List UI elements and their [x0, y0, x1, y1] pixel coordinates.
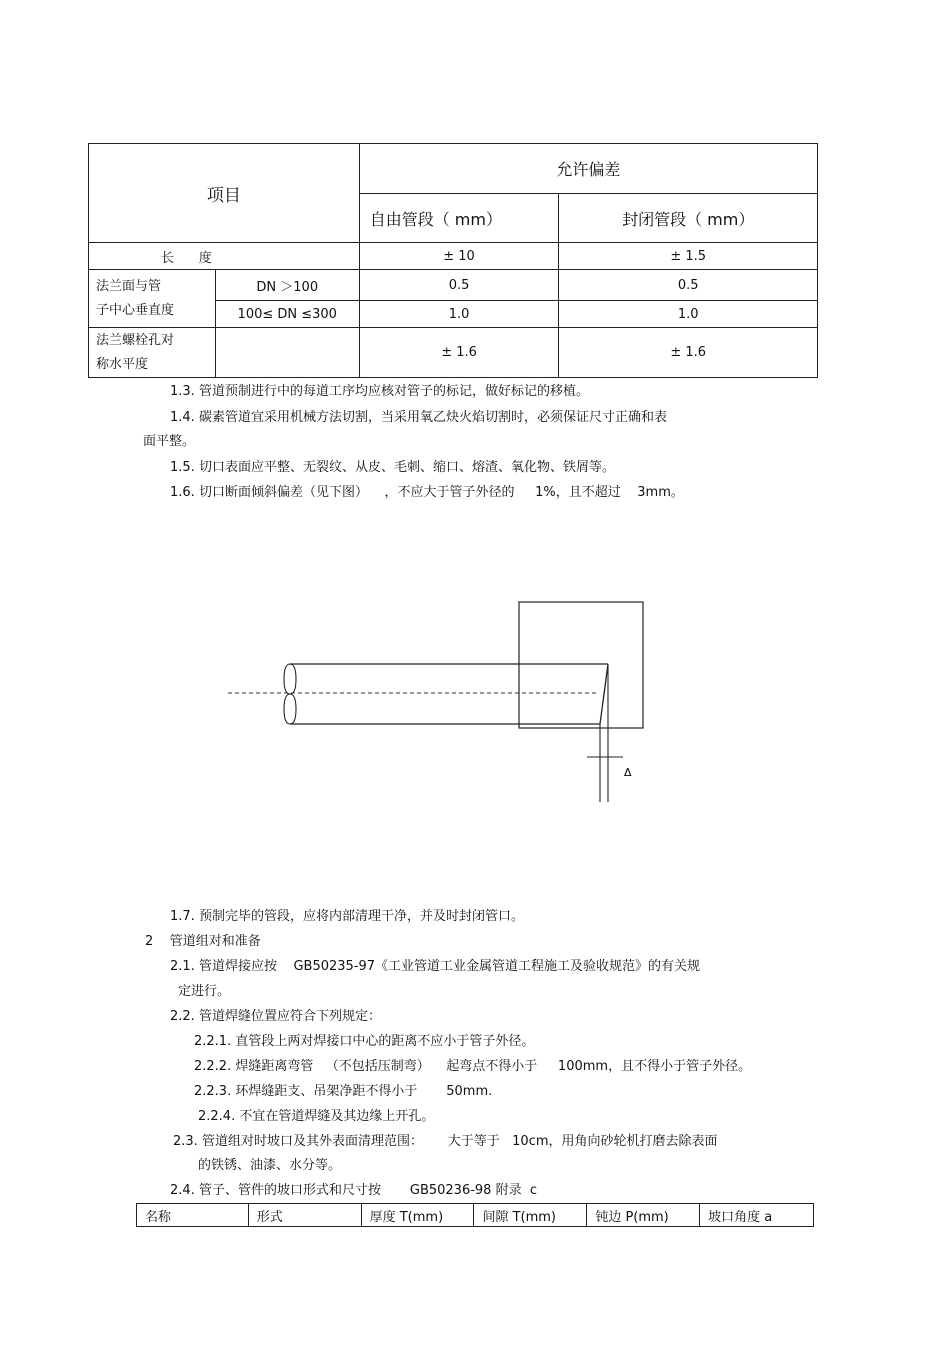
- bolt-hole-label-line2: 称水平度: [96, 356, 149, 372]
- bolt-hole-label-line1: 法兰螺栓孔对: [96, 332, 175, 348]
- para-1-7: 1.7. 预制完毕的管段，应将内部清理干净，并及时封闭管口。: [170, 909, 524, 924]
- para-2-4: 2.4. 管子、管件的坡口形式和尺寸按 GB50236-98 附录 c: [170, 1183, 537, 1198]
- pipe-end-upper: [284, 664, 296, 694]
- perp-closed-value-2: 1.0: [559, 301, 818, 328]
- length-free-value: ± 10: [359, 243, 559, 270]
- perpendicularity-label-line1: 法兰面与管: [96, 278, 162, 294]
- para-2-2-3: 2.2.3. 环焊缝距支、吊架净距不得小于 50mm.: [194, 1084, 493, 1099]
- section-2-heading: 2 管道组对和准备: [145, 934, 261, 949]
- dn-condition-1: DN ＞100: [215, 270, 359, 301]
- para-1-5: 1.5. 切口表面应平整、无裂纹、从皮、毛刺、缩口、熔渣、氧化物、铁屑等。: [170, 460, 615, 475]
- bolt-hole-label: [89, 328, 216, 378]
- para-1-6: 1.6. 切口断面倾斜偏差（见下图） ，不应大于管子外径的 1%，且不超过 3mm。: [170, 485, 684, 500]
- bevel-header-angle: 坡口角度 a: [700, 1204, 814, 1227]
- bolt-free-value: ± 1.6: [359, 328, 559, 378]
- dn-condition-2: 100≤ DN ≤300: [215, 301, 359, 328]
- allowance-header: 允许偏差: [359, 144, 817, 194]
- pipe-end-lower: [284, 694, 296, 724]
- para-2-1-line2: 定进行。: [178, 984, 231, 999]
- perp-closed-value-1: 0.5: [559, 270, 818, 301]
- bolt-closed-value: ± 1.6: [559, 328, 818, 378]
- closed-segment-header: 封闭管段（ mm）: [559, 194, 818, 243]
- para-2-2-1: 2.2.1. 直管段上两对焊接口中心的距离不应小于管子外径。: [194, 1034, 535, 1049]
- bevel-header-thickness: 厚度 T(mm): [361, 1204, 474, 1227]
- perp-free-value-2: 1.0: [359, 301, 559, 328]
- bolt-hole-sub-empty: [215, 328, 359, 378]
- para-1-4-line1: 1.4. 碳素管道宜采用机械方法切割，当采用氧乙炔火焰切割时，必须保证尺寸正确和表: [170, 410, 667, 425]
- bevel-header-blunt-edge: 钝边 P(mm): [587, 1204, 700, 1227]
- bevel-table: [136, 1203, 814, 1227]
- length-closed-value: ± 1.5: [559, 243, 818, 270]
- bevel-header-name: 名称: [137, 1204, 249, 1227]
- tolerance-table: [88, 143, 818, 378]
- flange-plate-shape: [519, 602, 643, 728]
- para-2-3-line2: 的铁锈、油漆、水分等。: [198, 1158, 342, 1173]
- item-header: 项目: [89, 144, 360, 243]
- cut-face-line: [600, 664, 608, 724]
- para-2-2: 2.2. 管道焊缝位置应符合下列规定：: [170, 1009, 381, 1024]
- perp-free-value-1: 0.5: [359, 270, 559, 301]
- para-2-3-line1: 2.3. 管道组对时坡口及其外表面清理范围： 大于等于 10cm，用角向砂轮机打磨去除表面: [173, 1134, 718, 1149]
- length-label: 长 度: [89, 243, 360, 270]
- para-2-2-2: 2.2.2. 焊缝距离弯管 （不包括压制弯） 起弯点不得小于 100mm，且不得小于管子外径。: [194, 1059, 752, 1074]
- perpendicularity-label: [89, 270, 216, 328]
- free-segment-header: 自由管段（ mm）: [359, 194, 559, 243]
- para-2-2-4: 2.2.4. 不宜在管道焊缝及其边缘上开孔。: [198, 1109, 435, 1124]
- para-1-4-line2: 面平整。: [143, 434, 196, 449]
- para-1-3: 1.3. 管道预制进行中的每道工序均应核对管子的标记，做好标记的移植。: [170, 384, 589, 399]
- pipe-cut-figure: [220, 595, 660, 810]
- perpendicularity-label-line2: 子中心垂直度: [96, 302, 175, 318]
- bevel-header-form: 形式: [248, 1204, 361, 1227]
- para-2-1-line1: 2.1. 管道焊接应按 GB50235-97《工业管道工业金属管道工程施工及验收规范》的有关规: [170, 959, 701, 974]
- delta-label: Δ: [624, 766, 632, 779]
- bevel-header-gap: 间隙 T(mm): [474, 1204, 587, 1227]
